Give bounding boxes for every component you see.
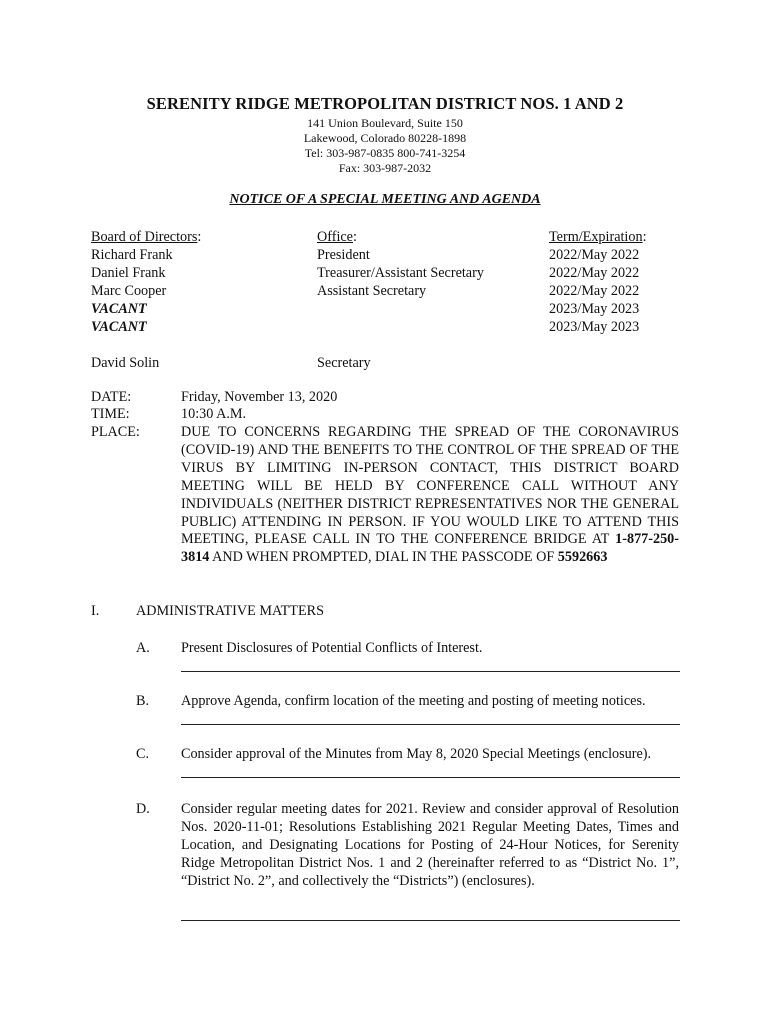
time-label: TIME: [91,406,130,422]
agenda-item-text: Consider approval of the Minutes from May 8, 2020 Special Meetings (enclosure). [181,746,652,762]
agenda-item-text: Approve Agenda, confirm location of the meeting and posting of meeting notices. [181,693,646,709]
fax-line: Fax: 303-987-2032 [338,161,432,175]
conference-bridge-number: 1-877-250-3814 [181,531,679,566]
office-header: Office: [317,229,357,245]
place-label: PLACE: [91,424,140,440]
member-office: President [317,247,370,263]
section-numeral: I. [91,603,100,619]
agenda-item-rule [181,777,680,778]
agenda-item-letter: B. [136,693,150,709]
agenda-item-letter: D. [136,801,150,817]
place-mid-text: AND WHEN PROMPTED, DIAL IN THE PASSCODE OF [209,549,558,566]
date-value: Friday, November 13, 2020 [181,389,338,405]
member-term: 2023/May 2023 [549,319,640,335]
address-line-1: 141 Union Boulevard, Suite 150 [307,116,463,130]
place-text: DUE TO CONCERNS REGARDING THE SPREAD OF THE CORONAVIRUS (COVID-19) AND THE BENEFITS TO THE CONTROL OF THE SPREAD OF THE VIRUS BY LIMITING IN-PERSON CONTACT, THIS DISTRICT BOARD MEETING WILL BE HELD BY CONFERENCE CALL WITHOUT ANY INDIVIDUALS (NEITHER DISTRICT REPRESENTATIVES NOR THE GENERAL PUBLIC) ATTENDING IN PERSON. IF YOU WOULD LIKE TO ATTEND THIS MEETING, PLEASE CALL IN TO THE CONFERENCE BRIDGE AT [181,424,679,548]
date-label: DATE: [91,389,132,405]
board-directors-header: Board of Directors: [91,229,202,245]
member-name: Daniel Frank [91,265,166,281]
term-header: Term/Expiration: [549,229,647,245]
agenda-item-text: Consider regular meeting dates for 2021. Review and consider approval of Resolution Nos. 2020-11-01; Resolutions Establishing 2021 Regular Meeting Dates, Times and Location, and Designating Locations for Posting of 24-Hour Notices, for Serenity Ridge Metropolitan District Nos. 1 and 2 (hereinafter referred to as “District No. 1”, “District No. 2”, and collectively the “Districts”) (enclosures). [181,801,679,889]
secretary-office: Secretary [317,355,371,371]
member-term: 2022/May 2022 [549,283,640,299]
member-term: 2022/May 2022 [549,247,640,263]
office-label: Office [317,229,353,245]
agenda-item-rule [181,671,680,672]
agenda-item-letter: A. [136,640,150,656]
member-term: 2023/May 2023 [549,301,640,317]
place-description [181,424,679,567]
phone-line: Tel: 303-987-0835 800-741-3254 [304,146,466,160]
secretary-name: David Solin [91,355,160,371]
member-name-vacant: VACANT [91,319,147,335]
member-term: 2022/May 2022 [549,265,640,281]
term-label: Term/Expiration [549,229,643,245]
district-title: SERENITY RIDGE METROPOLITAN DISTRICT NOS. 1 AND 2 [146,94,624,113]
agenda-item-letter: C. [136,746,150,762]
member-name-vacant: VACANT [91,301,147,317]
address-line-2: Lakewood, Colorado 80228-1898 [303,131,467,145]
member-name: Marc Cooper [91,283,167,299]
agenda-item-text: Present Disclosures of Potential Conflicts of Interest. [181,640,483,656]
board-directors-label: Board of Directors [91,229,198,245]
passcode: 5592663 [557,549,608,566]
member-office: Treasurer/Assistant Secretary [317,265,484,281]
member-office: Assistant Secretary [317,283,427,299]
section-title: ADMINISTRATIVE MATTERS [136,603,324,619]
member-name: Richard Frank [91,247,173,263]
agenda-item-rule [181,920,680,921]
notice-title: NOTICE OF A SPECIAL MEETING AND AGENDA [229,192,541,207]
agenda-item-rule [181,724,680,725]
time-value: 10:30 A.M. [181,406,247,422]
